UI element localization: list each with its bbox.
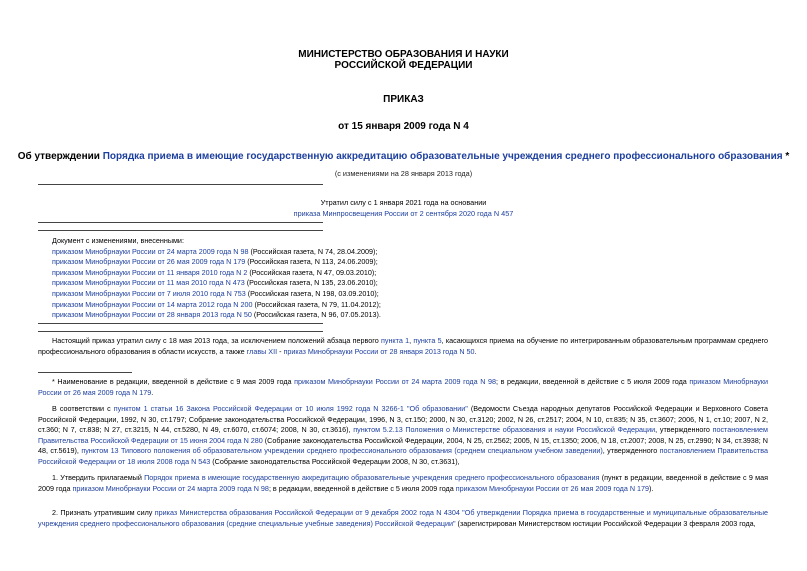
doc-title — [0, 151, 807, 163]
text-run: Настоящий приказ утратил силу с 18 мая 2013 года, за исключением положений абзаца первого — [52, 336, 381, 345]
separator-1 — [38, 184, 323, 185]
item-2-link[interactable]: приказ Министерства образования Российской Федерации от 9 декабря 2002 года N 4304 "Об утверждении Порядка приема в государственные и муниципальные образовательные учреждения среднего профессионального образования (средние специальные учебные заведения) Российской Федерации" — [38, 508, 768, 528]
text-run: (пункт в редакции, введенной в действие с 9 мая 2009 года — [38, 473, 768, 493]
edition-source: (Российская газета, N 198, 03.09.2010); — [245, 288, 379, 298]
editions-list — [52, 236, 432, 321]
editions-intro: Документ с изменениями, внесенными: — [52, 236, 184, 245]
doc-date: от 15 января 2009 года N 4 — [338, 121, 469, 132]
text-run: 2. Признать утратившим силу — [52, 508, 155, 517]
edition-item — [52, 289, 432, 300]
footnote-link[interactable]: приказом Минобрнауки России от 24 марта 2009 года N 98 — [294, 377, 496, 386]
text-run: (Собрание законодательства Российской Федерации 2008, N 30, ст.3631), — [210, 456, 460, 466]
edition-link[interactable]: приказом Минобрнауки России от 11 января 2010 года N 2 — [52, 267, 248, 277]
ministry-line-2: РОССИЙСКОЙ ФЕДЕРАЦИИ — [334, 60, 473, 71]
edition-item — [52, 268, 432, 279]
edition-item — [52, 300, 432, 311]
edition-link[interactable]: приказом Минобрнауки России от 14 марта 2012 года N 200 — [52, 299, 253, 309]
text-run: ). — [649, 483, 654, 493]
edition-item — [52, 247, 432, 258]
text-run: - — [277, 346, 284, 356]
text-run: 1. Утвердить прилагаемый — [52, 473, 145, 482]
text-run: (Ведомости Съезда народных депутатов Российской Федерации и Верховного Совета Российской Федерации, 1992, N 30, ст.1797; Собрание законодательства Российской Федерации, 1996, N 3, ст.150; 2000, N 30, ст.3120; 2002, N 26, ст.2517; 2004, N 10, ст.835; N 35, ст.3607; 2006, N 1, ст.10; 2007, N 2, ст.360; N 7, ст.838; N 27, ст.3215, N 44, ст.5280, N 49, ст.6070, ст.6074; 2008, N 30, ст.3616), — [38, 404, 769, 435]
text-run: (Собрание законодательства Российской Федерации, 2004, N 25, ст.2562; 2005, N 15, ст.1350; 2006, N 18, ст.2007; 2008, N 25, ст.2990; N 34, ст.3938; N 48, ст.5619), — [38, 435, 768, 456]
footnote-paragraph — [38, 377, 768, 398]
basis-link[interactable]: пунктом 5.2.13 Положения о Министерстве образования и науки Российской Федерации — [353, 425, 656, 435]
basis-link[interactable]: постановлением Правительства Российской Федерации от 15 июня 2004 года N 280 — [38, 425, 768, 445]
amend-note: (с изменениями на 28 января 2013 года) — [334, 169, 473, 178]
edition-link[interactable]: приказом Минобрнауки России от 24 марта 2009 года N 98 — [52, 246, 249, 256]
text-run: , утвержденного — [655, 425, 713, 435]
doc-type: ПРИКАЗ — [383, 94, 424, 105]
item-1-link[interactable]: приказом Минобрнауки России от 26 мая 2009 года N 179 — [455, 483, 650, 493]
lost-force-link[interactable]: пункта 1 — [380, 336, 410, 345]
edition-link[interactable]: приказом Минобрнауки России от 26 мая 2009 года N 179 — [52, 257, 246, 267]
item-1-link[interactable]: Порядок приема в имеющие государственную аккредитацию образовательные учреждения среднего профессионального образования — [144, 473, 600, 482]
text-run: . — [151, 387, 154, 397]
basis-link[interactable]: пунктом 1 статьи 16 Закона Российской Федерации от 10 июля 1992 года N 3266-1 "Об образовании" — [113, 404, 468, 413]
title-prefix: Об утверждении — [17, 151, 103, 162]
edition-item — [52, 278, 432, 289]
text-run: , касающихся приема на обучение по интегрированным образовательным программам среднего профессионального образования в области искусств, а также — [38, 336, 768, 356]
item-2-paragraph — [38, 508, 768, 529]
title-link[interactable]: Порядка приема в имеющие государственную аккредитацию образовательные учреждения среднего профессионального образования — [102, 151, 783, 162]
basis-link[interactable]: постановлением Правительства Российской Федерации от 18 июля 2008 года N 543 — [38, 446, 768, 466]
edition-link[interactable]: приказом Минобрнауки России от 7 июля 2010 года N 753 — [52, 288, 246, 298]
expired-basis — [0, 209, 807, 220]
edition-item — [52, 310, 432, 321]
text-run: ; в редакции, введенной в действие с 5 июля 2009 года — [268, 483, 456, 493]
footnote-separator — [38, 372, 132, 373]
edition-item — [52, 257, 432, 268]
text-run: , утвержденного — [602, 446, 660, 456]
edition-source: (Российская газета, N 74, 28.04.2009); — [248, 246, 378, 256]
expired-note: Утратил силу с 1 января 2021 года на основании — [320, 198, 487, 207]
expired-basis-link[interactable]: приказа Минпросвещения России от 2 сентября 2020 года N 457 — [293, 209, 514, 218]
edition-source: (Российская газета, N 79, 11.04.2012); — [252, 299, 381, 309]
lost-force-paragraph — [38, 336, 768, 357]
edition-link[interactable]: приказом Минобрнауки России от 11 мая 2010 года N 473 — [52, 278, 245, 288]
basis-paragraph — [38, 404, 768, 468]
text-run: * Наименование в редакции, введенной в действие с 9 мая 2009 года — [52, 377, 295, 386]
edition-source: (Российская газета, N 96, 07.05.2013). — [251, 310, 381, 320]
item-1-link[interactable]: приказом Минобрнауки России от 24 марта 2009 года N 98 — [72, 483, 269, 493]
separator-2 — [38, 222, 323, 223]
separator-4 — [38, 323, 323, 324]
text-run: ; в редакции, введенной в действие с 5 июля 2009 года — [495, 377, 690, 386]
basis-link[interactable]: пунктом 13 Типового положения об образовательном учреждении среднего профессионального образования (среднем специальном учебном заведении) — [81, 446, 603, 456]
title-suffix: * — [782, 151, 790, 162]
ministry-line-1: МИНИСТЕРСТВО ОБРАЗОВАНИЯ И НАУКИ — [298, 49, 509, 60]
text-run: . — [474, 346, 477, 356]
edition-source: (Российская газета, N 113, 24.06.2009); — [245, 257, 378, 267]
lost-force-link[interactable]: пункта 5 — [413, 336, 442, 345]
text-run: (зарегистрирован Министерством юстиции Российской Федерации 3 февраля 2003 года, — [455, 518, 756, 528]
edition-source: (Российская газета, N 47, 09.03.2010); — [247, 267, 377, 277]
footnote-link[interactable]: приказом Минобрнауки России от 26 мая 2009 года N 179 — [38, 377, 768, 397]
edition-link[interactable]: приказом Минобрнауки России от 28 января 2013 года N 50 — [52, 310, 252, 320]
lost-force-link[interactable]: главы XII — [246, 346, 278, 356]
edition-source: (Российская газета, N 135, 23.06.2010); — [244, 278, 378, 288]
separator-5 — [38, 331, 323, 332]
item-1-paragraph — [38, 473, 768, 494]
text-run: В соответствии с — [52, 404, 114, 413]
lost-force-link[interactable]: приказ Минобрнауки России от 28 января 2013 года N 50 — [283, 346, 475, 356]
separator-3 — [38, 230, 323, 231]
text-run: , — [409, 336, 414, 345]
